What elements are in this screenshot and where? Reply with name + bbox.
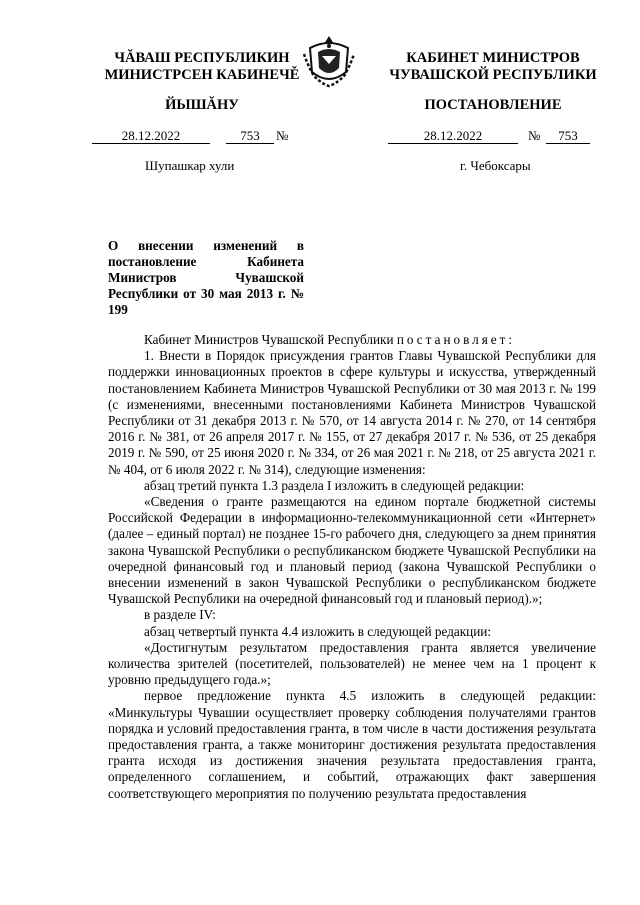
paragraph-4: в разделе IV: — [144, 607, 216, 623]
doc-type-chuvash: ЙЫШĂНУ — [165, 97, 239, 113]
header-chuvash-line1: ЧĂВАШ РЕСПУБЛИКИН — [114, 50, 290, 66]
number-field-chuvash: 753 — [226, 128, 274, 144]
paragraph-2: абзац третий пункта 1.3 раздела I изложить в следующей редакции: — [144, 477, 525, 493]
doc-type-russian: ПОСТАНОВЛЕНИЕ — [424, 97, 562, 113]
place-chuvash: Шупашкар хули — [145, 158, 235, 173]
document-body — [108, 332, 596, 802]
paragraph-6: «Достигнутым результатом предоставления гранта является увеличение количества зрителей (посетителей, пользователей) не менее чем на 1 процент к уровню предыдущего года.»; — [108, 639, 596, 688]
header-chuvash-line2: МИНИСТРСЕН КАБИНЕЧĚ — [104, 67, 300, 83]
coat-of-arms-emblem — [300, 32, 358, 90]
header-russian-line2: ЧУВАШСКОЙ РЕСПУБЛИКИ — [389, 67, 597, 83]
header-russian-line1: КАБИНЕТ МИНИСТРОВ — [406, 50, 580, 66]
paragraph-5: абзац четвертый пункта 4.4 изложить в следующей редакции: — [144, 623, 492, 639]
intro-subject: Кабинет Министров Чувашской Республики — [144, 332, 394, 347]
document-title: О внесении изменений в постановление Кабинета Министров Чувашской Республики от 30 мая 2013 г. № 199 — [108, 238, 304, 317]
date-field-russian: 28.12.2022 — [388, 128, 518, 144]
number-field-russian: 753 — [546, 128, 590, 144]
number-sign-russian: № — [528, 128, 541, 143]
number-sign-chuvash: № — [276, 128, 289, 143]
paragraph-intro — [108, 332, 596, 348]
paragraph-7: первое предложение пункта 4.5 изложить в следующей редакции: «Минкультуры Чувашии осуществляет проверку соблюдения получателями грантов порядка и условий предоставления гранта, в том числе в части достижения результата предоставления гранта, а также мониторинг достижения результата предоставления гранта исходя из достижения значения результата предоставления гранта, определенного соглашением, и событий, отражающих факт завершения соответствующего мероприятия по получению результата предоставления — [108, 688, 596, 801]
place-russian: г. Чебоксары — [460, 158, 531, 173]
paragraph-3: «Сведения о гранте размещаются на едином портале бюджетной системы Российской Федерации в информационно-телекоммуникационной сети «Интернет» (далее – единый портал) не позднее 15-го рабочего дня, следующего за днем принятия закона Чувашской Республики о республиканском бюджете Чувашской Республики на очередной финансовый год и плановый период (закона Чувашской Республики о внесении изменений в закон Чувашской Республики о республиканском бюджете Чувашской Республики на очередной финансовый год и плановый период).»; — [108, 494, 596, 607]
header-chuvash — [82, 50, 322, 84]
number-row-russian — [388, 128, 598, 144]
paragraph-1: 1. Внести в Порядок присуждения грантов Главы Чувашской Республики для поддержки инновационных проектов в сфере культуры и искусства, утвержденный постановлением Кабинета Министров Чувашской Республики от 30 мая 2013 г. № 199 (с изменениями, внесенными постановлениями Кабинета Министров Чувашской Республики от 31 декабря 2013 г. № 570, от 14 августа 2014 г. № 270, от 14 сентября 2016 г. № 381, от 26 апреля 2017 г. № 155, от 27 декабря 2017 г. № 536, от 25 декабря 2019 г. № 590, от 25 июня 2020 г. № 334, от 26 мая 2021 г. № 218, от 25 августа 2021 г. № 404, от 6 июля 2022 г. № 314), следующие изменения: — [108, 348, 596, 477]
date-field-chuvash: 28.12.2022 — [92, 128, 210, 144]
header-russian — [388, 50, 598, 84]
number-row-chuvash — [92, 128, 322, 144]
intro-verb: постановляет: — [396, 332, 516, 347]
